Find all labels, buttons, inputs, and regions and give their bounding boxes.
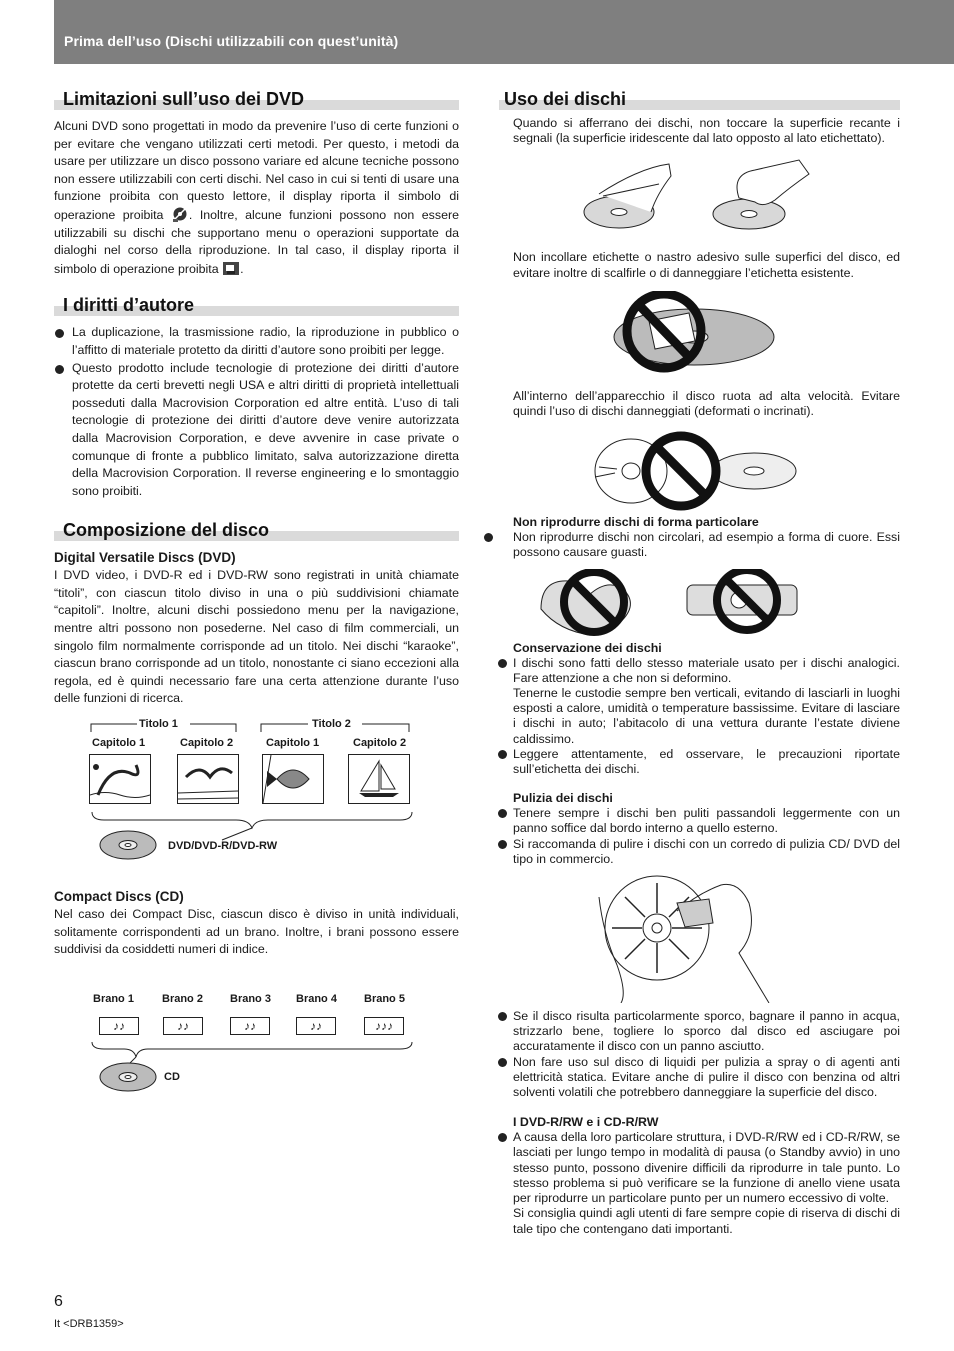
section-copyright-heading — [54, 294, 459, 320]
track-label: Brano 1 — [93, 992, 134, 1005]
chapter-label: Capitolo 1 — [92, 737, 146, 750]
section-usage-title: Uso dei dischi — [504, 89, 627, 109]
right-column — [499, 88, 900, 1237]
storage-subheading: Conservazione dei dischi — [513, 640, 662, 655]
prohibited-disc-icon — [171, 206, 189, 222]
cleaning-item: Si raccomanda di pulire i dischi con un corredo di pulizia CD/ DVD del tipo in commercio. — [513, 836, 900, 866]
track-label: Brano 4 — [296, 992, 337, 1005]
chapter-label: Capitolo 2 — [353, 737, 407, 750]
storage-block — [499, 656, 900, 778]
chapter-label: Capitolo 1 — [266, 737, 320, 750]
limits-text-b: . Inoltre, alcune funzioni possono non essere utilizzabili su dischi che supportano menu o operazioni supportate da dialoghi nel corso della riproduzione. In tal caso, il display riporta il simbolo di operazione proibita — [54, 207, 459, 276]
usage-paragraph-2: Non incollare etichette o nastro adesivo sulle superfici del disco, ed evitare inoltre di scalfirle o di danneggiare l’etichetta esistente. — [513, 250, 900, 280]
prohibited-hand-icon — [222, 260, 240, 276]
cd-structure-figure — [54, 992, 459, 1109]
section-limits-title: Limitazioni sull’uso dei DVD — [63, 89, 305, 109]
copyright-item-2: Questo prodotto include tecnologie di protezione dei diritti d’autore protette da certi brevetti negli USA e altri diritti di proprietà intellettuali posseduti dalla Macrovision Corporation ed altre entità. L’uso di tali tecnologie di protezione dei diritti d’autore deve venire autorizzata dalla Macrovision Corporation, e deve avvenire in case private o comunque di fronte a pubblico limitato, salva autorizzazione diretta della Macrovision Corporation. Il reverse engineering e lo smontaggio sono proibiti. — [54, 360, 459, 501]
rw-item — [513, 1130, 900, 1236]
usage-paragraph-3: All’interno dell’apparecchio il disco ruota ad alta velocità. Evitare quindi l’uso di dischi danneggiati (deformati o incrinati). — [513, 388, 900, 419]
music-note-icon: ♪♪ — [296, 1017, 336, 1035]
limits-text-c: . — [240, 261, 244, 276]
shape-subheading: Non riprodurre dischi di forma particolare — [513, 515, 759, 530]
damaged-disc-illustration — [499, 427, 900, 511]
cleaning-block-2 — [499, 1009, 900, 1100]
chapter-thumbnail-sailboat — [348, 754, 410, 804]
chapter-thumbnail-bird — [177, 754, 239, 804]
dvd-disc-label: DVD/DVD-R/DVD-RW — [168, 840, 278, 853]
rw-block — [499, 1130, 900, 1236]
dvd-subheading: Digital Versatile Discs (DVD) — [54, 550, 236, 566]
chapter-label: Capitolo 2 — [180, 737, 234, 750]
cleaning-list-2 — [513, 1009, 900, 1100]
rw-subheading: I DVD-R/RW e i CD-R/RW — [513, 1115, 659, 1130]
title-1-label: Titolo 1 — [139, 718, 178, 731]
section-copyright-title: I diritti d’autore — [63, 295, 195, 316]
storage-item-1 — [513, 656, 900, 747]
title-2-label: Titolo 2 — [312, 718, 351, 731]
chapter-thumbnail-dolphin — [89, 754, 151, 804]
cleaning-subheading: Pulizia dei dischi — [513, 791, 613, 806]
shape-item: Non riprodurre dischi non circolari, ad esempio a forma di cuore. Essi possono causare guasti. — [499, 530, 900, 560]
disc-cleaning-illustration — [499, 873, 900, 1003]
section-composition-title: Composizione del disco — [63, 520, 270, 541]
rw-item-cont: Si consiglia quindi agli utenti di fare sempre copie di riserva di dischi di tale tipo che contengano dati importanti. — [513, 1206, 900, 1236]
cleaning-block — [499, 806, 900, 867]
cd-paragraph: Nel caso dei Compact Disc, ciascun disco è diviso in unità individuali, solitamente corrispondenti ad un brano. Inoltre, i brani possono essere suddivisi da cosiddetti numeri di indice. — [54, 907, 459, 957]
no-label-illustration — [499, 291, 900, 375]
rw-item-text: A causa della loro particolare struttura, i DVD-R/RW ed i CD-R/RW, se lasciati per lungo tempo in modalità di pausa (o Standby avvio) in uno stesso punto, possono divenire difficili da riprodurre in tale punto. Lo stesso problema si può verificare se la funzione di anello viene usata per riprodurre un particolare punto per un numero eccessivo di volte. — [513, 1130, 900, 1206]
usage-paragraph-1: Quando si afferrano dei dischi, non toccare la superficie recante i segnali (la superficie iridescente dal lato opposto al lato etichettato). — [513, 116, 900, 146]
disc-handling-illustration — [499, 154, 900, 240]
copyright-list — [54, 324, 459, 500]
dvd-paragraph: I DVD video, i DVD-R ed i DVD-RW sono registrati in unità chiamate “titoli”, con ciascun titolo diviso in una o più suddivisioni chiamate “capitoli”. Inoltre, alcuni dischi possiedono menu per la navigazione, mentre altri possono non posederne. Nel caso di film commerciali, un singolo film normalmente corrisponde ad un titolo. Nei dischi “karaoke”, ciascun brano corrisponde ad un titolo, nonostante ci siano eccezioni alla regola, ed è quindi necessario fare una certa attenzione durante l’uso delle funzioni di ricerca. — [54, 568, 459, 706]
storage-list — [513, 656, 900, 778]
cleaning-item: Se il disco risulta particolarmente sporco, bagnare il panno in acqua, strizzarlo bene, togliere lo sporco dal disco ed asciugare poi accuratamente il disco con un panno asciutto. — [513, 1009, 900, 1054]
shape-list — [499, 530, 900, 560]
cd-subheading: Compact Discs (CD) — [54, 889, 184, 905]
copyright-item-1: La duplicazione, la trasmissione radio, la riproduzione in pubblico o l’affitto di materiale protetto da diritti d’autore sono proibiti per legge. — [54, 324, 459, 359]
left-column — [54, 88, 459, 1109]
storage-item-1-text: I dischi sono fatti dello stesso materiale usato per i dischi analogici. Fare attenzione a che non si deformino. — [513, 655, 900, 685]
odd-shape-disc-illustration — [499, 569, 900, 637]
section-composition-heading — [54, 519, 459, 545]
cd-disc-label: CD — [164, 1070, 180, 1083]
cleaning-item: Tenere sempre i dischi ben puliti passandoli leggermente con un panno soffice dal bordo interno a quello esterno. — [513, 806, 900, 836]
track-label: Brano 2 — [162, 992, 203, 1005]
dvd-structure-figure — [54, 720, 459, 884]
header-title: Prima dell’uso (Dischi utilizzabili con quest’unità) — [64, 33, 399, 49]
cd-structure-lines — [54, 999, 459, 1109]
page-number: 6 — [54, 1293, 63, 1310]
section-limits-heading — [54, 88, 459, 114]
track-label: Brano 3 — [230, 992, 271, 1005]
music-note-icon: ♪♪ — [230, 1017, 270, 1035]
music-note-icon: ♪♪ — [99, 1017, 139, 1035]
limits-paragraph — [54, 118, 459, 278]
document-code: It <DRB1359> — [54, 1318, 124, 1330]
music-note-icon: ♪♪ — [163, 1017, 203, 1035]
limits-text-a: Alcuni DVD sono progettati in modo da prevenire l’uso di certe funzioni o per evitare che vengano utilizzati certi metodi. Per questo, i metodi da usare per utilizzare un disco possono variare ed alcune tecniche possono non essere utilizzabili con certi dischi. Nel caso in cui si tenti di usare una funzione proibita con questo lettore, il display riporta il simbolo di operazione proibita — [54, 119, 459, 222]
storage-item-1-cont: Tenerne le custodie sempre ben verticali, evitando di lasciarli in luoghi esposti a calore, umidità o temperature bassissime. Evitare di lasciare i dischi in auto; l’abitacolo di una vettura durante l’estate diviene caldissimo. — [513, 686, 900, 746]
storage-item-2: Leggere attentamente, ed osservare, le precauzioni riportate sull’etichetta dei dischi. — [513, 746, 900, 777]
cleaning-item: Non fare uso sul disco di liquidi per pulizia a spray o di agenti anti elettricità statica. Evitare anche di pulire il disco con benzina od altri solventi volatili che potrebbero danneggiare la superficie del disco. — [513, 1054, 900, 1100]
header-band — [54, 0, 954, 64]
track-label: Brano 5 — [364, 992, 405, 1005]
cleaning-list — [513, 806, 900, 867]
chapter-thumbnail-fish — [262, 754, 324, 804]
section-usage-heading — [499, 88, 900, 114]
rw-list — [513, 1130, 900, 1236]
music-note-icon: ♪♪♪ — [364, 1017, 404, 1035]
